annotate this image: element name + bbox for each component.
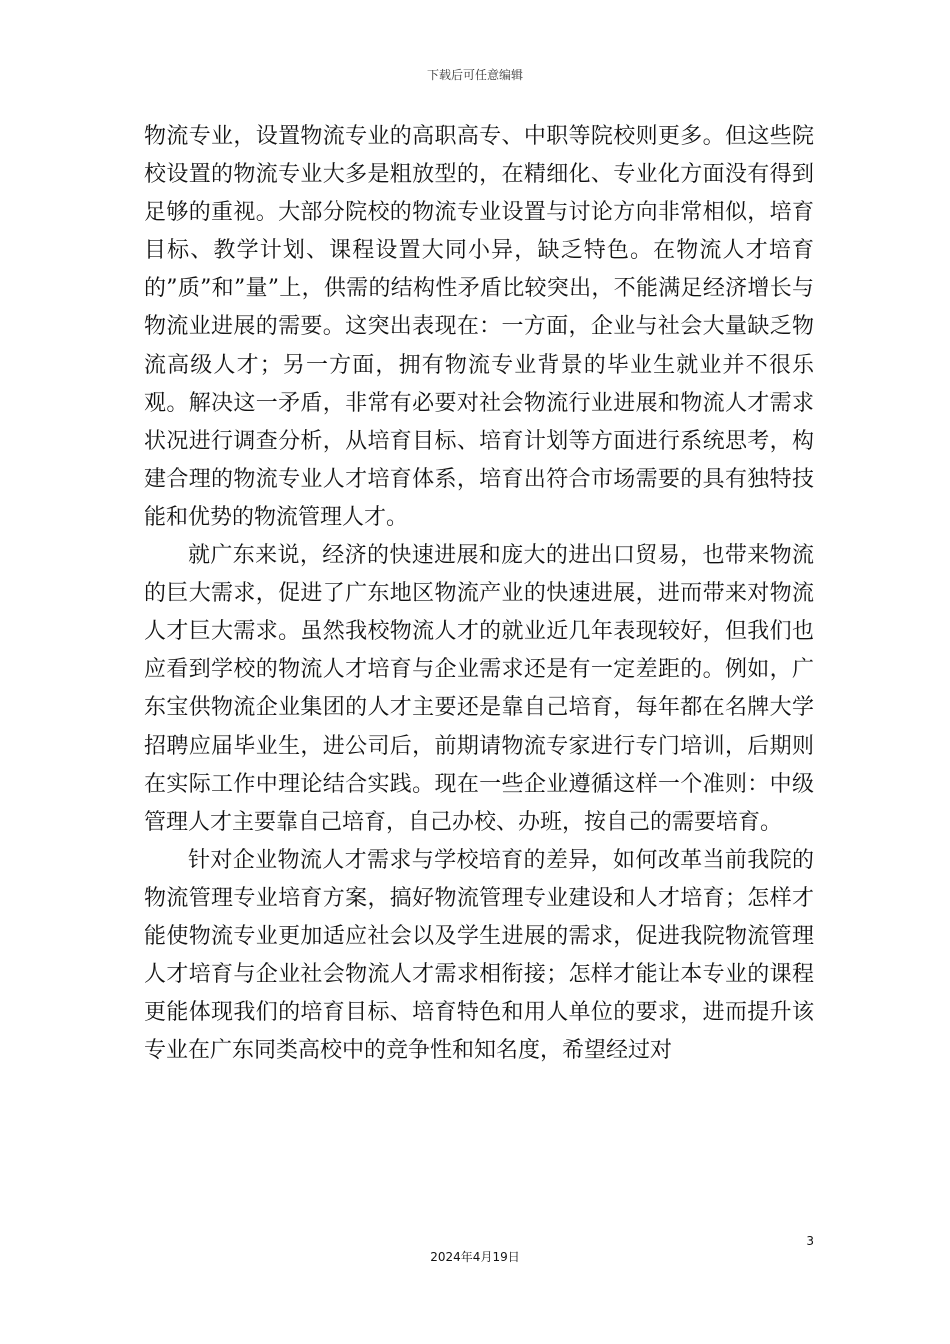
paragraph-1: 物流专业，设置物流专业的高职高专、中职等院校则更多。但这些院校设置的物流专业大多是粗放型的，在精细化、专业化方面没有得到足够的重视。大部分院校的物流专业设置与讨论方向非常相似，培育目标、教学计划、课程设置大同小异，缺乏特色。在物流人才培育的”质”和”量”上，供需的结构性矛盾比较突出，不能满足经济增长与物流业进展的需要。这突出表现在：一方面，企业与社会大量缺乏物流高级人才；另一方面，拥有物流专业背景的毕业生就业并不很乐观。解决这一矛盾，非常有必要对社会物流行业进展和物流人才需求状况进行调查分析，从培育目标、培育计划等方面进行系统思考，构建合理的物流专业人才培育体系，培育出符合市场需要的具有独特技能和优势的物流管理人才。 [144, 124, 814, 530]
footer-date: 2024年4月19日 [430, 1250, 520, 1264]
page-header: 下载后可任意编辑 [426, 68, 523, 82]
page-number: 3 [806, 1234, 814, 1248]
paragraph-3: 针对企业物流人才需求与学校培育的差异，如何改革当前我院的物流管理专业培育方案，搞好物流管理专业建设和人才培育；怎样才能使物流专业更加适应社会以及学生进展的需求，促进我院物流管理人才培育与企业社会物流人才需求相衔接；怎样才能让本专业的课程更能体现我们的培育目标、培育特色和用人单位的要求，进而提升该专业在广东同类高校中的竞争性和知名度，希望经过对 [144, 847, 814, 1064]
paragraph-2: 就广东来说，经济的快速进展和庞大的进出口贸易，也带来物流的巨大需求，促进了广东地区物流产业的快速进展，进而带来对物流人才巨大需求。虽然我校物流人才的就业近几年表现较好，但我们也应看到学校的物流人才培育与企业需求还是有一定差距的。例如，广东宝供物流企业集团的人才主要还是靠自己培育，每年都在名牌大学招聘应届毕业生，进公司后，前期请物流专家进行专门培训，后期则在实际工作中理论结合实践。现在一些企业遵循这样一个准则：中级管理人才主要靠自己培育，自己办校、办班，按自己的需要培育。 [144, 543, 814, 835]
document-body [144, 118, 814, 1070]
